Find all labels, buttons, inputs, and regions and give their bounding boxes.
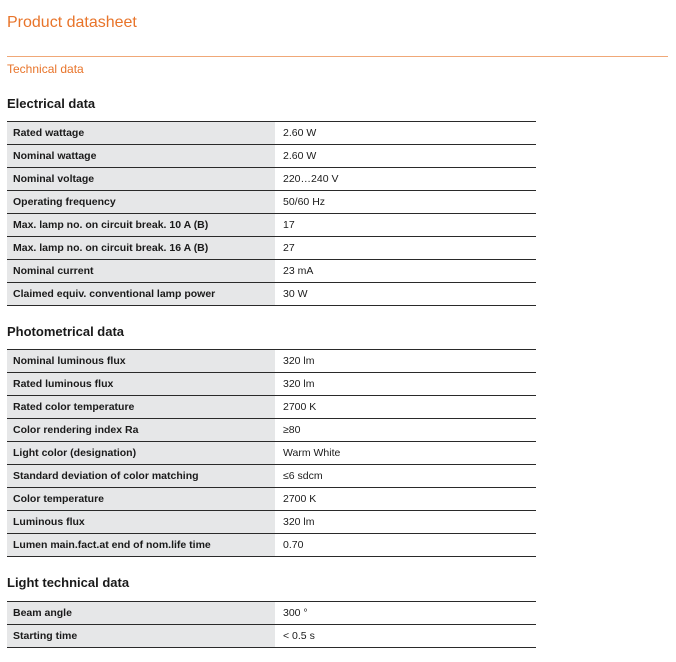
table-row: [7, 191, 536, 214]
table-row: [7, 260, 536, 283]
row-label: Standard deviation of color matching: [7, 465, 275, 488]
table-row: [7, 350, 536, 373]
row-value: ≥80: [275, 419, 536, 442]
table-row: [7, 373, 536, 396]
row-value: 2.60 W: [275, 145, 536, 168]
title-divider: [7, 56, 668, 57]
photometrical-data-heading: Photometrical data: [7, 324, 125, 339]
row-value: 50/60 Hz: [275, 191, 536, 214]
row-value: 23 mA: [275, 260, 536, 283]
document-subtitle: Technical data: [7, 62, 84, 76]
electrical-data-table: [7, 121, 536, 306]
table-row: [7, 488, 536, 511]
row-value: Warm White: [275, 442, 536, 465]
row-label: Beam angle: [7, 602, 275, 625]
row-value: 2700 K: [275, 396, 536, 419]
row-value: 17: [275, 214, 536, 237]
table-row: [7, 396, 536, 419]
row-value: 220…240 V: [275, 168, 536, 191]
row-value: 2700 K: [275, 488, 536, 511]
row-label: Color rendering index Ra: [7, 419, 275, 442]
row-value: 320 lm: [275, 350, 536, 373]
electrical-data-heading: Electrical data: [7, 96, 96, 111]
row-value: ≤6 sdcm: [275, 465, 536, 488]
row-label: Claimed equiv. conventional lamp power: [7, 283, 275, 306]
table-row: [7, 419, 536, 442]
row-value: 320 lm: [275, 373, 536, 396]
row-value: 27: [275, 237, 536, 260]
row-label: Nominal wattage: [7, 145, 275, 168]
row-label: Nominal luminous flux: [7, 350, 275, 373]
row-label: Max. lamp no. on circuit break. 16 A (B): [7, 237, 275, 260]
table-row: [7, 625, 536, 648]
light-technical-data-heading: Light technical data: [7, 575, 130, 590]
row-label: Lumen main.fact.at end of nom.life time: [7, 534, 275, 557]
document-title: Product datasheet: [7, 14, 137, 31]
row-value: 300 °: [275, 602, 536, 625]
row-label: Rated wattage: [7, 122, 275, 145]
table-row: [7, 237, 536, 260]
table-row: [7, 122, 536, 145]
row-label: Color temperature: [7, 488, 275, 511]
row-value: 30 W: [275, 283, 536, 306]
row-value: 0.70: [275, 534, 536, 557]
row-value: < 0.5 s: [275, 625, 536, 648]
row-label: Nominal current: [7, 260, 275, 283]
row-label: Rated color temperature: [7, 396, 275, 419]
table-row: [7, 168, 536, 191]
row-label: Rated luminous flux: [7, 373, 275, 396]
photometrical-data-table: [7, 349, 536, 557]
table-row: [7, 602, 536, 625]
row-label: Starting time: [7, 625, 275, 648]
table-row: [7, 145, 536, 168]
table-row: [7, 214, 536, 237]
row-value: 2.60 W: [275, 122, 536, 145]
row-label: Luminous flux: [7, 511, 275, 534]
row-label: Max. lamp no. on circuit break. 10 A (B): [7, 214, 275, 237]
table-row: [7, 442, 536, 465]
light-technical-data-table: [7, 601, 536, 648]
row-value: 320 lm: [275, 511, 536, 534]
row-label: Nominal voltage: [7, 168, 275, 191]
table-row: [7, 534, 536, 557]
table-row: [7, 511, 536, 534]
row-label: Operating frequency: [7, 191, 275, 214]
table-row: [7, 465, 536, 488]
table-row: [7, 283, 536, 306]
row-label: Light color (designation): [7, 442, 275, 465]
